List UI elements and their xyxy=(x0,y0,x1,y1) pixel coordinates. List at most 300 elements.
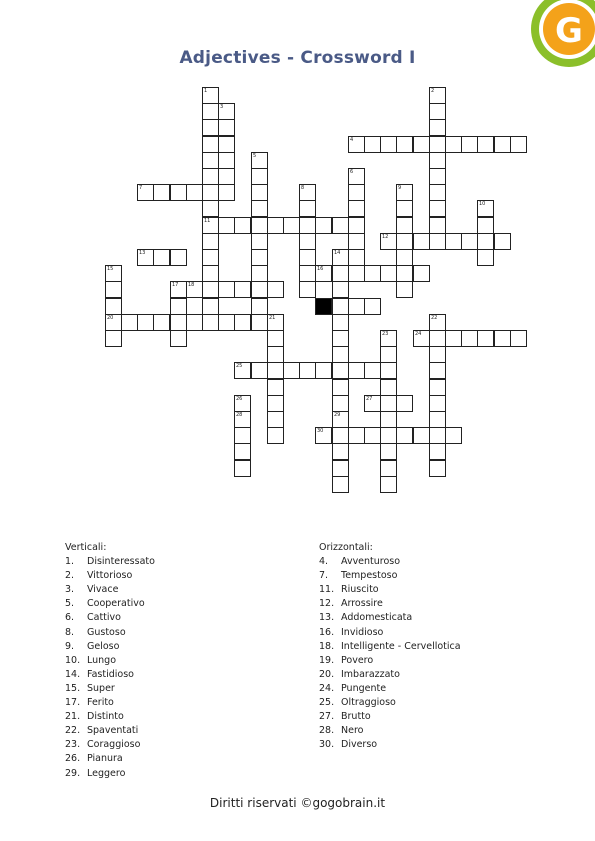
vertical-clue xyxy=(65,640,155,654)
clue-number-label: 1 xyxy=(204,88,208,94)
crossword-cell[interactable] xyxy=(332,265,349,282)
crossword-cell[interactable] xyxy=(332,379,349,396)
clue-number-label: 2 xyxy=(431,88,435,94)
vertical-clues xyxy=(65,541,155,781)
clue-number-label: 7 xyxy=(139,185,143,191)
page-title: Adjectives - Crossword I xyxy=(179,48,416,68)
clue-number-label: 23 xyxy=(382,331,389,337)
crossword-cell[interactable] xyxy=(429,87,446,104)
crossword-cell[interactable] xyxy=(332,362,349,379)
crossword-cell[interactable] xyxy=(332,411,349,428)
crossword-cell[interactable] xyxy=(429,443,446,460)
crossword-cell[interactable] xyxy=(202,281,219,298)
clue-number-label: 3 xyxy=(220,104,224,110)
crossword-cell[interactable] xyxy=(380,330,397,347)
crossword-cell[interactable] xyxy=(477,249,494,266)
crossword-cell[interactable] xyxy=(332,281,349,298)
clue-number-label: 12 xyxy=(382,234,389,240)
horizontal-clue xyxy=(319,569,461,583)
clue-text: Avventuroso xyxy=(341,556,401,568)
crossword-cell[interactable] xyxy=(348,168,365,185)
clue-text: Leggero xyxy=(87,767,126,779)
crossword-cell[interactable] xyxy=(380,233,397,250)
clue-number: 10. xyxy=(65,654,81,666)
horizontal-clue xyxy=(319,738,461,752)
crossword-cell[interactable] xyxy=(396,233,413,250)
crossword-cell[interactable] xyxy=(510,330,527,347)
horizontal-clues-heading: Orizzontali: xyxy=(319,542,373,553)
crossword-cell[interactable] xyxy=(202,314,219,331)
crossword-cell[interactable] xyxy=(202,298,219,315)
clue-text: Nero xyxy=(341,725,364,737)
crossword-cell[interactable] xyxy=(380,427,397,444)
horizontal-clue xyxy=(319,696,461,710)
crossword-cell[interactable] xyxy=(202,265,219,282)
crossword-cell[interactable] xyxy=(153,249,170,266)
crossword-cell[interactable] xyxy=(332,330,349,347)
crossword-cell[interactable] xyxy=(251,184,268,201)
crossword-cell[interactable] xyxy=(396,427,413,444)
horizontal-clue xyxy=(319,626,461,640)
crossword-cell[interactable] xyxy=(429,379,446,396)
crossword-cell[interactable] xyxy=(202,233,219,250)
horizontal-clue xyxy=(319,640,461,654)
crossword-cell[interactable] xyxy=(429,427,446,444)
crossword-cell[interactable] xyxy=(218,217,235,234)
crossword-cell[interactable] xyxy=(234,443,251,460)
crossword-cell[interactable] xyxy=(218,281,235,298)
vertical-clue xyxy=(65,710,155,724)
crossword-cell[interactable] xyxy=(315,427,332,444)
crossword-cell[interactable] xyxy=(364,265,381,282)
crossword-cell[interactable] xyxy=(218,184,235,201)
crossword-cell[interactable] xyxy=(396,200,413,217)
clue-number: 19. xyxy=(319,654,335,666)
clue-text: Vittorioso xyxy=(87,570,133,582)
crossword-cell[interactable] xyxy=(348,184,365,201)
crossword-cell[interactable] xyxy=(429,103,446,120)
crossword-cell[interactable] xyxy=(234,281,251,298)
crossword-cell[interactable] xyxy=(477,330,494,347)
crossword-cell[interactable] xyxy=(202,152,219,169)
crossword-cell[interactable] xyxy=(202,217,219,234)
crossword-cell[interactable] xyxy=(267,281,284,298)
crossword-cell[interactable] xyxy=(251,281,268,298)
copyright-symbol: © xyxy=(300,796,313,810)
clue-number: 22. xyxy=(65,725,81,737)
crossword-cell[interactable] xyxy=(267,217,284,234)
crossword-cell[interactable] xyxy=(202,184,219,201)
crossword-cell[interactable] xyxy=(396,249,413,266)
clue-number: 29. xyxy=(65,767,81,779)
crossword-cell[interactable] xyxy=(299,265,316,282)
crossword-cell[interactable] xyxy=(364,395,381,412)
crossword-cell[interactable] xyxy=(477,233,494,250)
crossword-cell[interactable] xyxy=(348,265,365,282)
crossword-cell[interactable] xyxy=(429,362,446,379)
clue-number-label: 17 xyxy=(172,282,179,288)
clue-text: Pungente xyxy=(341,682,387,694)
crossword-cell[interactable] xyxy=(494,330,511,347)
crossword-cell[interactable] xyxy=(105,330,122,347)
crossword-cell[interactable] xyxy=(348,217,365,234)
clue-number: 21. xyxy=(65,711,81,723)
crossword-cell[interactable] xyxy=(251,265,268,282)
crossword-cell[interactable] xyxy=(251,362,268,379)
crossword-cell[interactable] xyxy=(170,281,187,298)
clue-text: Ferito xyxy=(87,697,114,709)
clue-number: 14. xyxy=(65,668,81,680)
crossword-cell[interactable] xyxy=(413,233,430,250)
crossword-cell[interactable] xyxy=(299,362,316,379)
clue-text: Disinteressato xyxy=(87,556,155,568)
clue-text: Invidioso xyxy=(341,626,384,638)
crossword-cell[interactable] xyxy=(364,427,381,444)
crossword-cell[interactable] xyxy=(251,233,268,250)
horizontal-clue xyxy=(319,583,461,597)
crossword-cell[interactable] xyxy=(315,265,332,282)
vertical-clue xyxy=(65,752,155,766)
crossword-cell[interactable] xyxy=(510,136,527,153)
vertical-clue xyxy=(65,569,155,583)
clue-text: Geloso xyxy=(87,640,120,652)
vertical-clue xyxy=(65,682,155,696)
crossword-cell[interactable] xyxy=(218,103,235,120)
crossword-cell[interactable] xyxy=(186,281,203,298)
crossword-cell[interactable] xyxy=(202,87,219,104)
crossword-cell[interactable] xyxy=(170,330,187,347)
clue-text: Brutto xyxy=(341,711,371,723)
crossword-cell[interactable] xyxy=(348,233,365,250)
clue-text: Spaventati xyxy=(87,725,139,737)
horizontal-clue xyxy=(319,611,461,625)
clue-number: 30. xyxy=(319,739,335,751)
horizontal-clue xyxy=(319,724,461,738)
clue-number-label: 20 xyxy=(107,315,114,321)
clue-number: 15. xyxy=(65,682,81,694)
crossword-cell[interactable] xyxy=(429,168,446,185)
crossword-cell[interactable] xyxy=(429,411,446,428)
crossword-cell[interactable] xyxy=(348,200,365,217)
horizontal-clue xyxy=(319,597,461,611)
vertical-clue xyxy=(65,724,155,738)
crossword-cell[interactable] xyxy=(429,184,446,201)
crossword-cell[interactable] xyxy=(251,314,268,331)
crossword-cell[interactable] xyxy=(267,314,284,331)
crossword-cell[interactable] xyxy=(396,136,413,153)
crossword-cell[interactable] xyxy=(380,443,397,460)
crossword-cell[interactable] xyxy=(332,427,349,444)
crossword-cell[interactable] xyxy=(299,184,316,201)
crossword-cell[interactable] xyxy=(429,136,446,153)
clue-number-label: 15 xyxy=(107,266,114,272)
crossword-cell[interactable] xyxy=(218,152,235,169)
clue-number-label: 30 xyxy=(317,428,324,434)
horizontal-clues xyxy=(319,541,461,752)
vertical-clue xyxy=(65,626,155,640)
crossword-cell[interactable] xyxy=(202,103,219,120)
clue-number: 1. xyxy=(65,556,75,568)
crossword-cell[interactable] xyxy=(348,427,365,444)
clue-number: 4. xyxy=(319,556,329,568)
clue-number: 26. xyxy=(65,753,81,765)
crossword-cell[interactable] xyxy=(234,460,251,477)
crossword-cell[interactable] xyxy=(153,184,170,201)
crossword-cell[interactable] xyxy=(445,427,462,444)
clue-text: Riuscito xyxy=(341,584,379,596)
clue-number-label: 26 xyxy=(236,396,243,402)
crossword-cell[interactable] xyxy=(429,330,446,347)
clue-number: 24. xyxy=(319,682,335,694)
crossword-cell[interactable] xyxy=(332,249,349,266)
crossword-cell[interactable] xyxy=(364,298,381,315)
clue-text: Imbarazzato xyxy=(341,668,400,680)
crossword-cell[interactable] xyxy=(429,119,446,136)
logo-letter: G xyxy=(555,11,583,51)
crossword-cell[interactable] xyxy=(380,346,397,363)
vertical-clue xyxy=(65,696,155,710)
vertical-clue xyxy=(65,597,155,611)
clue-number: 28. xyxy=(319,725,335,737)
crossword-cell[interactable] xyxy=(137,184,154,201)
crossword-cell[interactable] xyxy=(332,395,349,412)
crossword-cell[interactable] xyxy=(332,217,349,234)
clue-number-label: 5 xyxy=(253,153,257,159)
crossword-cell[interactable] xyxy=(380,411,397,428)
clue-number: 8. xyxy=(65,626,75,638)
crossword-cell[interactable] xyxy=(234,362,251,379)
crossword-cell[interactable] xyxy=(170,184,187,201)
crossword-cell[interactable] xyxy=(267,411,284,428)
crossword-cell[interactable] xyxy=(218,136,235,153)
crossword-cell[interactable] xyxy=(315,362,332,379)
footer-site[interactable]: gogobrain.it xyxy=(312,796,386,810)
crossword-cell[interactable] xyxy=(348,362,365,379)
crossword-cell[interactable] xyxy=(251,217,268,234)
crossword-cell[interactable] xyxy=(137,314,154,331)
clue-number: 2. xyxy=(65,570,75,582)
vertical-clue xyxy=(65,555,155,569)
clue-number-label: 18 xyxy=(188,282,195,288)
crossword-cell[interactable] xyxy=(315,217,332,234)
crossword-cell[interactable] xyxy=(202,168,219,185)
crossword-cell[interactable] xyxy=(267,330,284,347)
crossword-cell[interactable] xyxy=(429,200,446,217)
clue-number-label: 4 xyxy=(350,137,354,143)
crossword-cell[interactable] xyxy=(494,233,511,250)
crossword-cell[interactable] xyxy=(429,314,446,331)
crossword-cell[interactable] xyxy=(348,298,365,315)
crossword-cell[interactable] xyxy=(251,249,268,266)
clue-text: Fastidioso xyxy=(87,668,134,680)
crossword-cell[interactable] xyxy=(251,152,268,169)
crossword-cell[interactable] xyxy=(332,298,349,315)
clue-number-label: 24 xyxy=(415,331,422,337)
clue-text: Distinto xyxy=(87,711,124,723)
crossword-cell[interactable] xyxy=(396,281,413,298)
crossword-cell[interactable] xyxy=(477,200,494,217)
horizontal-clue xyxy=(319,668,461,682)
crossword-cell[interactable] xyxy=(251,200,268,217)
clue-number: 7. xyxy=(319,570,329,582)
crossword-cell[interactable] xyxy=(299,200,316,217)
crossword-cell[interactable] xyxy=(429,217,446,234)
clue-number-label: 29 xyxy=(334,412,341,418)
clue-number: 9. xyxy=(65,640,75,652)
horizontal-clue xyxy=(319,654,461,668)
crossword-cell[interactable] xyxy=(234,411,251,428)
vertical-clues-heading: Verticali: xyxy=(65,542,107,553)
clue-number-label: 25 xyxy=(236,363,243,369)
clue-text: Cattivo xyxy=(87,612,121,624)
crossword-cell[interactable] xyxy=(202,119,219,136)
clue-number-label: 27 xyxy=(366,396,373,402)
crossword-cell[interactable] xyxy=(413,265,430,282)
crossword-cell[interactable] xyxy=(380,395,397,412)
crossword-cell[interactable] xyxy=(251,168,268,185)
crossword-cell[interactable] xyxy=(461,136,478,153)
clue-number-label: 13 xyxy=(139,250,146,256)
crossword-cell[interactable] xyxy=(396,217,413,234)
crossword-cell[interactable] xyxy=(105,281,122,298)
crossword-cell[interactable] xyxy=(380,379,397,396)
crossword-cell[interactable] xyxy=(429,346,446,363)
crossword-cell[interactable] xyxy=(332,443,349,460)
crossword-cell[interactable] xyxy=(251,298,268,315)
clue-text: Oltraggioso xyxy=(341,697,396,709)
crossword-cell[interactable] xyxy=(186,314,203,331)
crossword-cell[interactable] xyxy=(413,136,430,153)
crossword-cell[interactable] xyxy=(170,249,187,266)
crossword-cell[interactable] xyxy=(299,233,316,250)
crossword-cell[interactable] xyxy=(267,346,284,363)
clue-number: 23. xyxy=(65,739,81,751)
clue-text: Povero xyxy=(341,654,374,666)
crossword-cell[interactable] xyxy=(396,265,413,282)
crossword-cell[interactable] xyxy=(202,249,219,266)
clue-number: 16. xyxy=(319,626,335,638)
clue-number-label: 8 xyxy=(301,185,305,191)
footer xyxy=(0,796,595,810)
crossword-cell[interactable] xyxy=(380,265,397,282)
clue-text: Vivace xyxy=(87,584,119,596)
crossword-cell[interactable] xyxy=(234,217,251,234)
clue-number: 18. xyxy=(319,640,335,652)
crossword-cell[interactable] xyxy=(332,460,349,477)
crossword-cell[interactable] xyxy=(445,233,462,250)
crossword-cell[interactable] xyxy=(445,136,462,153)
crossword-cell[interactable] xyxy=(332,476,349,493)
crossword-cell[interactable] xyxy=(364,362,381,379)
crossword-cell[interactable] xyxy=(332,346,349,363)
crossword-cell[interactable] xyxy=(348,249,365,266)
clue-number-label: 28 xyxy=(236,412,243,418)
crossword-cell[interactable] xyxy=(299,249,316,266)
clue-number: 3. xyxy=(65,584,75,596)
clue-number: 20. xyxy=(319,668,335,680)
crossword-cell[interactable] xyxy=(202,136,219,153)
clue-number: 17. xyxy=(65,697,81,709)
crossword-cell[interactable] xyxy=(461,330,478,347)
clue-number: 25. xyxy=(319,697,335,709)
crossword-cell[interactable] xyxy=(380,460,397,477)
crossword-cell[interactable] xyxy=(234,314,251,331)
clue-number: 5. xyxy=(65,598,75,610)
crossword-cell[interactable] xyxy=(429,152,446,169)
crossword-cell[interactable] xyxy=(477,136,494,153)
crossword-cell[interactable] xyxy=(121,314,138,331)
vertical-clue xyxy=(65,767,155,781)
crossword-cell[interactable] xyxy=(170,314,187,331)
crossword-cell[interactable] xyxy=(396,395,413,412)
crossword-cell[interactable] xyxy=(283,362,300,379)
clue-text: Lungo xyxy=(87,654,117,666)
crossword-cell[interactable] xyxy=(494,136,511,153)
crossword-cell[interactable] xyxy=(234,395,251,412)
crossword-cell[interactable] xyxy=(445,330,462,347)
crossword-cell[interactable] xyxy=(461,233,478,250)
crossword-cell[interactable] xyxy=(348,136,365,153)
clue-text: Tempestoso xyxy=(341,570,398,582)
crossword-cell[interactable] xyxy=(413,427,430,444)
crossword-cell[interactable] xyxy=(267,395,284,412)
clue-number-label: 11 xyxy=(204,218,211,224)
crossword-cell[interactable] xyxy=(413,330,430,347)
crossword-cell[interactable] xyxy=(202,200,219,217)
crossword-cell[interactable] xyxy=(477,217,494,234)
clue-number-label: 21 xyxy=(269,315,276,321)
crossword-cell[interactable] xyxy=(267,362,284,379)
crossword-cell[interactable] xyxy=(234,427,251,444)
crossword-cell[interactable] xyxy=(429,395,446,412)
black-square xyxy=(315,298,332,315)
crossword-cell[interactable] xyxy=(105,265,122,282)
crossword-cell[interactable] xyxy=(218,314,235,331)
crossword-cell[interactable] xyxy=(429,233,446,250)
vertical-clue xyxy=(65,583,155,597)
crossword-cell[interactable] xyxy=(186,184,203,201)
vertical-clue xyxy=(65,611,155,625)
clue-number-label: 22 xyxy=(431,315,438,321)
footer-prefix: Diritti riservati xyxy=(209,796,301,810)
crossword-cell[interactable] xyxy=(396,184,413,201)
clue-number: 11. xyxy=(319,584,335,596)
crossword-cell[interactable] xyxy=(332,314,349,331)
crossword-cell[interactable] xyxy=(267,379,284,396)
crossword-cell[interactable] xyxy=(299,217,316,234)
crossword-cell[interactable] xyxy=(137,249,154,266)
crossword-cell[interactable] xyxy=(267,427,284,444)
clue-text: Pianura xyxy=(87,753,123,765)
crossword-cell[interactable] xyxy=(105,314,122,331)
crossword-cell[interactable] xyxy=(283,217,300,234)
crossword-cell[interactable] xyxy=(380,362,397,379)
crossword-cell[interactable] xyxy=(218,119,235,136)
clue-number-label: 6 xyxy=(350,169,354,175)
crossword-cell[interactable] xyxy=(105,298,122,315)
crossword-cell[interactable] xyxy=(153,314,170,331)
clue-text: Gustoso xyxy=(87,626,126,638)
crossword-cell[interactable] xyxy=(218,168,235,185)
crossword-cell[interactable] xyxy=(299,281,316,298)
clue-text: Coraggioso xyxy=(87,739,141,751)
crossword-cell[interactable] xyxy=(364,136,381,153)
crossword-cell[interactable] xyxy=(429,460,446,477)
crossword-cell[interactable] xyxy=(380,136,397,153)
vertical-clue xyxy=(65,738,155,752)
crossword-cell[interactable] xyxy=(170,298,187,315)
crossword-cell[interactable] xyxy=(380,476,397,493)
